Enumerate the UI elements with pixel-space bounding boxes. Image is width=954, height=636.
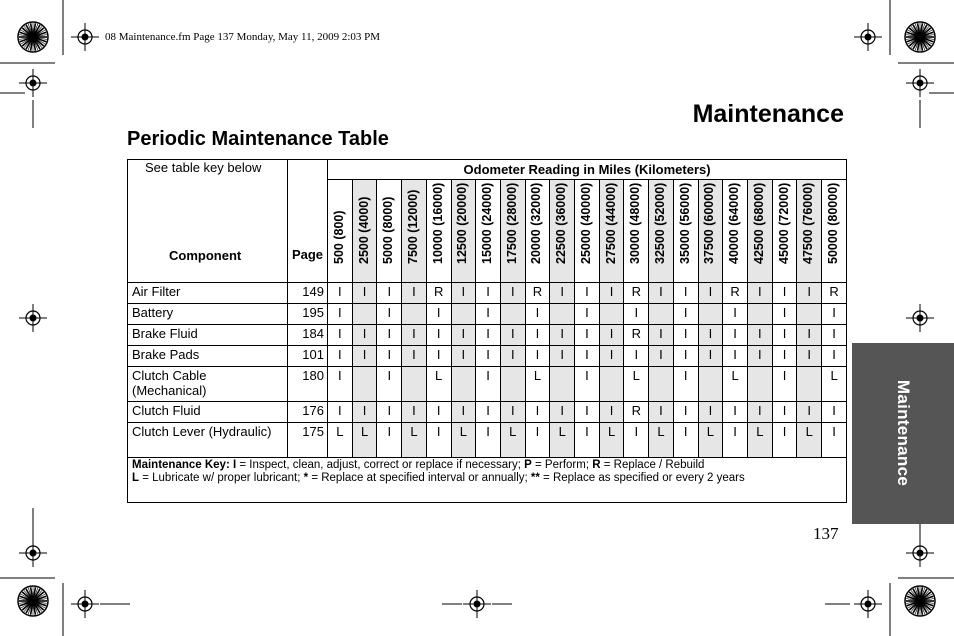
interval-label: 30000 (48000) bbox=[628, 182, 643, 264]
maintenance-value: I bbox=[698, 283, 723, 304]
maintenance-value: L bbox=[328, 423, 353, 458]
maintenance-value: I bbox=[673, 346, 698, 367]
maintenance-value: I bbox=[649, 402, 674, 423]
key-l-text: = Lubricate w/ proper lubricant; bbox=[139, 472, 304, 484]
maintenance-value bbox=[698, 304, 723, 325]
interval-header-cell bbox=[402, 180, 427, 283]
maintenance-value: I bbox=[451, 402, 476, 423]
maintenance-value: R bbox=[624, 325, 649, 346]
page-title: Maintenance bbox=[692, 100, 844, 128]
maintenance-value: I bbox=[500, 346, 525, 367]
interval-label: 7500 (12000) bbox=[405, 189, 420, 264]
component-page: 176 bbox=[288, 402, 328, 423]
maintenance-value: I bbox=[500, 402, 525, 423]
maintenance-value: I bbox=[402, 402, 427, 423]
maintenance-value: I bbox=[747, 325, 772, 346]
table-row bbox=[128, 304, 847, 325]
maintenance-value: I bbox=[772, 423, 797, 458]
maintenance-value: L bbox=[797, 423, 822, 458]
interval-header-cell bbox=[377, 180, 402, 283]
component-page: 195 bbox=[288, 304, 328, 325]
maintenance-value: I bbox=[352, 283, 377, 304]
maintenance-key bbox=[128, 458, 847, 503]
maintenance-value: I bbox=[377, 325, 402, 346]
maintenance-value: I bbox=[772, 346, 797, 367]
maintenance-value: I bbox=[328, 325, 353, 346]
maintenance-value: I bbox=[575, 367, 600, 402]
maintenance-value: I bbox=[575, 346, 600, 367]
maintenance-value: I bbox=[476, 367, 501, 402]
maintenance-value: I bbox=[377, 402, 402, 423]
maintenance-value: I bbox=[402, 325, 427, 346]
print-header-line: 08 Maintenance.fm Page 137 Monday, May 11, 2009 2:03 PM bbox=[105, 31, 381, 43]
maintenance-value: I bbox=[599, 346, 624, 367]
maintenance-value: I bbox=[328, 283, 353, 304]
maintenance-value bbox=[451, 304, 476, 325]
maintenance-value: I bbox=[426, 402, 451, 423]
interval-label: 17500 (28000) bbox=[504, 182, 519, 264]
maintenance-value: I bbox=[723, 402, 748, 423]
maintenance-value: L bbox=[822, 367, 847, 402]
registration-crosshair-icon bbox=[71, 590, 99, 618]
interval-label: 500 (800) bbox=[331, 210, 346, 264]
maintenance-value: I bbox=[698, 402, 723, 423]
maintenance-value: I bbox=[772, 402, 797, 423]
interval-header-cell bbox=[451, 180, 476, 283]
maintenance-value: I bbox=[723, 423, 748, 458]
maintenance-value: I bbox=[451, 346, 476, 367]
interval-header-cell bbox=[550, 180, 575, 283]
maintenance-value: I bbox=[377, 423, 402, 458]
interval-label: 32500 (52000) bbox=[652, 182, 667, 264]
maintenance-value: L bbox=[599, 423, 624, 458]
maintenance-value: I bbox=[328, 402, 353, 423]
interval-header-cell bbox=[500, 180, 525, 283]
maintenance-value bbox=[747, 367, 772, 402]
interval-header-cell bbox=[426, 180, 451, 283]
maintenance-value: R bbox=[426, 283, 451, 304]
table-row bbox=[128, 325, 847, 346]
maintenance-value bbox=[599, 367, 624, 402]
component-page: 149 bbox=[288, 283, 328, 304]
interval-header-cell bbox=[599, 180, 624, 283]
maintenance-value: I bbox=[673, 423, 698, 458]
maintenance-value: L bbox=[525, 367, 550, 402]
side-tab-label: Maintenance bbox=[894, 379, 913, 487]
maintenance-value: I bbox=[673, 283, 698, 304]
interval-header-cell bbox=[797, 180, 822, 283]
component-page: 180 bbox=[288, 367, 328, 402]
component-name: Battery bbox=[128, 304, 288, 325]
key-r-text: = Replace / Rebuild bbox=[600, 459, 705, 471]
maintenance-value: L bbox=[426, 367, 451, 402]
maintenance-value: I bbox=[550, 325, 575, 346]
interval-label: 45000 (72000) bbox=[776, 182, 791, 264]
component-name: Brake Pads bbox=[128, 346, 288, 367]
maintenance-value: I bbox=[624, 423, 649, 458]
maintenance-value: I bbox=[822, 325, 847, 346]
maintenance-value bbox=[352, 304, 377, 325]
interval-label: 20000 (32000) bbox=[529, 182, 544, 264]
maintenance-value: I bbox=[747, 402, 772, 423]
interval-header-cell bbox=[723, 180, 748, 283]
maintenance-value: I bbox=[772, 325, 797, 346]
side-tab bbox=[852, 343, 954, 524]
maintenance-value: I bbox=[698, 325, 723, 346]
maintenance-value: I bbox=[649, 325, 674, 346]
maintenance-table bbox=[127, 159, 847, 503]
maintenance-value bbox=[797, 367, 822, 402]
interval-header-cell bbox=[772, 180, 797, 283]
maintenance-value: I bbox=[797, 325, 822, 346]
maintenance-value: I bbox=[624, 346, 649, 367]
maintenance-value: I bbox=[377, 283, 402, 304]
key-p-text: = Perform; bbox=[531, 459, 593, 471]
component-name: Clutch Fluid bbox=[128, 402, 288, 423]
interval-label: 40000 (64000) bbox=[727, 182, 742, 264]
maintenance-value: L bbox=[723, 367, 748, 402]
maintenance-value: I bbox=[599, 283, 624, 304]
interval-header-cell bbox=[575, 180, 600, 283]
maintenance-value: I bbox=[500, 283, 525, 304]
component-header-cell bbox=[128, 160, 288, 283]
registration-star-icon bbox=[905, 22, 935, 52]
key-r-symbol: R bbox=[592, 459, 601, 471]
maintenance-value bbox=[451, 367, 476, 402]
key-star-symbol: * bbox=[303, 472, 309, 484]
maintenance-value: I bbox=[550, 402, 575, 423]
interval-header-cell bbox=[673, 180, 698, 283]
maintenance-value: R bbox=[723, 283, 748, 304]
maintenance-value: I bbox=[476, 423, 501, 458]
interval-label: 5000 (8000) bbox=[381, 196, 396, 264]
page-header: Page bbox=[288, 160, 328, 283]
interval-label: 35000 (56000) bbox=[677, 182, 692, 264]
component-name: Clutch Lever (Hydraulic) bbox=[128, 423, 288, 458]
interval-header-cell bbox=[822, 180, 847, 283]
registration-star-icon bbox=[18, 586, 48, 616]
maintenance-value: I bbox=[426, 304, 451, 325]
maintenance-value: L bbox=[698, 423, 723, 458]
registration-crosshair-icon bbox=[906, 304, 934, 332]
registration-crosshair-icon bbox=[854, 23, 882, 51]
interval-label: 27500 (44000) bbox=[603, 182, 618, 264]
maintenance-value: L bbox=[451, 423, 476, 458]
table-row bbox=[128, 346, 847, 367]
key-star-text: = Replace at specified interval or annually; bbox=[308, 472, 531, 484]
component-page: 184 bbox=[288, 325, 328, 346]
key-label: Maintenance Key: bbox=[132, 459, 230, 471]
interval-header-cell bbox=[352, 180, 377, 283]
maintenance-value: L bbox=[352, 423, 377, 458]
maintenance-value: I bbox=[797, 402, 822, 423]
table-row bbox=[128, 367, 847, 402]
maintenance-value: I bbox=[352, 325, 377, 346]
maintenance-value: I bbox=[599, 402, 624, 423]
maintenance-value bbox=[747, 304, 772, 325]
maintenance-value: I bbox=[426, 423, 451, 458]
maintenance-value: L bbox=[747, 423, 772, 458]
interval-header-cell bbox=[476, 180, 501, 283]
component-page: 101 bbox=[288, 346, 328, 367]
maintenance-value: I bbox=[525, 304, 550, 325]
maintenance-value: I bbox=[525, 325, 550, 346]
maintenance-value: I bbox=[772, 283, 797, 304]
maintenance-value: I bbox=[352, 402, 377, 423]
key-l-symbol: L bbox=[132, 472, 140, 484]
registration-star-icon bbox=[18, 22, 48, 52]
interval-label: 42500 (68000) bbox=[751, 182, 766, 264]
maintenance-value: R bbox=[525, 283, 550, 304]
maintenance-value: L bbox=[649, 423, 674, 458]
maintenance-value: I bbox=[649, 346, 674, 367]
maintenance-value: I bbox=[822, 346, 847, 367]
registration-star-icon bbox=[905, 586, 935, 616]
maintenance-value bbox=[599, 304, 624, 325]
maintenance-value: I bbox=[822, 423, 847, 458]
maintenance-value: I bbox=[649, 283, 674, 304]
maintenance-value bbox=[500, 304, 525, 325]
maintenance-value: I bbox=[451, 283, 476, 304]
maintenance-value: I bbox=[426, 325, 451, 346]
maintenance-value bbox=[500, 367, 525, 402]
maintenance-value: I bbox=[723, 325, 748, 346]
registration-crosshair-icon bbox=[906, 539, 934, 567]
maintenance-value bbox=[550, 304, 575, 325]
maintenance-value: I bbox=[723, 346, 748, 367]
maintenance-value: I bbox=[673, 402, 698, 423]
maintenance-value: I bbox=[500, 325, 525, 346]
maintenance-value: I bbox=[575, 423, 600, 458]
maintenance-value: R bbox=[624, 402, 649, 423]
maintenance-value: I bbox=[772, 367, 797, 402]
maintenance-value: I bbox=[822, 304, 847, 325]
maintenance-value: I bbox=[550, 346, 575, 367]
maintenance-value bbox=[797, 304, 822, 325]
interval-header-cell bbox=[624, 180, 649, 283]
maintenance-value: I bbox=[698, 346, 723, 367]
registration-crosshair-icon bbox=[854, 590, 882, 618]
registration-crosshair-icon bbox=[71, 23, 99, 51]
maintenance-value: I bbox=[525, 423, 550, 458]
key-i-text: = Inspect, clean, adjust, correct or replace if necessary; bbox=[236, 459, 525, 471]
interval-header-cell bbox=[747, 180, 772, 283]
maintenance-value: I bbox=[377, 367, 402, 402]
interval-label: 25000 (40000) bbox=[578, 182, 593, 264]
registration-crosshair-icon bbox=[19, 539, 47, 567]
maintenance-value: I bbox=[476, 346, 501, 367]
component-page: 175 bbox=[288, 423, 328, 458]
maintenance-value: I bbox=[426, 346, 451, 367]
maintenance-value: I bbox=[723, 304, 748, 325]
maintenance-value: I bbox=[599, 325, 624, 346]
maintenance-value: I bbox=[575, 402, 600, 423]
maintenance-value bbox=[402, 304, 427, 325]
maintenance-value: I bbox=[624, 304, 649, 325]
see-key-note: See table key below bbox=[145, 160, 262, 175]
maintenance-value: I bbox=[476, 283, 501, 304]
maintenance-value: I bbox=[797, 283, 822, 304]
maintenance-value: L bbox=[402, 423, 427, 458]
maintenance-value: I bbox=[822, 402, 847, 423]
table-row bbox=[128, 283, 847, 304]
maintenance-value: I bbox=[402, 346, 427, 367]
maintenance-value: L bbox=[624, 367, 649, 402]
maintenance-value: I bbox=[673, 304, 698, 325]
maintenance-value: R bbox=[624, 283, 649, 304]
maintenance-value: I bbox=[476, 325, 501, 346]
maintenance-value: I bbox=[797, 346, 822, 367]
registration-crosshair-icon bbox=[19, 304, 47, 332]
component-header: Component bbox=[169, 248, 242, 263]
maintenance-value: I bbox=[673, 367, 698, 402]
maintenance-value: I bbox=[575, 283, 600, 304]
interval-label: 15000 (24000) bbox=[480, 182, 495, 264]
maintenance-value: I bbox=[377, 304, 402, 325]
maintenance-value bbox=[550, 367, 575, 402]
maintenance-value: L bbox=[550, 423, 575, 458]
interval-label: 37500 (60000) bbox=[702, 182, 717, 264]
maintenance-value: I bbox=[525, 346, 550, 367]
maintenance-value: I bbox=[772, 304, 797, 325]
maintenance-value: I bbox=[451, 325, 476, 346]
page-number: 137 bbox=[813, 524, 839, 543]
odometer-header: Odometer Reading in Miles (Kilometers) bbox=[328, 160, 847, 180]
maintenance-value: I bbox=[328, 304, 353, 325]
key-p-symbol: P bbox=[524, 459, 532, 471]
interval-label: 2500 (4000) bbox=[356, 196, 371, 264]
maintenance-value bbox=[649, 304, 674, 325]
key-dstar-symbol: ** bbox=[530, 472, 540, 484]
table-row bbox=[128, 423, 847, 458]
interval-label: 47500 (76000) bbox=[801, 182, 816, 264]
interval-label: 22500 (36000) bbox=[554, 182, 569, 264]
maintenance-value bbox=[698, 367, 723, 402]
maintenance-value: I bbox=[747, 283, 772, 304]
maintenance-value: L bbox=[500, 423, 525, 458]
maintenance-value: I bbox=[476, 304, 501, 325]
maintenance-value: I bbox=[352, 346, 377, 367]
interval-label: 50000 (80000) bbox=[826, 182, 841, 264]
interval-header-cell bbox=[698, 180, 723, 283]
maintenance-value bbox=[402, 367, 427, 402]
maintenance-value: I bbox=[476, 402, 501, 423]
interval-label: 12500 (20000) bbox=[455, 182, 470, 264]
interval-header-cell bbox=[649, 180, 674, 283]
maintenance-value: I bbox=[525, 402, 550, 423]
key-i-symbol: I bbox=[232, 459, 237, 471]
maintenance-value: I bbox=[328, 346, 353, 367]
maintenance-value: I bbox=[747, 346, 772, 367]
key-dstar-text: = Replace as specified or every 2 years bbox=[539, 472, 745, 484]
maintenance-value: R bbox=[822, 283, 847, 304]
maintenance-value: I bbox=[575, 325, 600, 346]
maintenance-value: I bbox=[377, 346, 402, 367]
maintenance-value: I bbox=[575, 304, 600, 325]
maintenance-value: I bbox=[328, 367, 353, 402]
maintenance-value bbox=[649, 367, 674, 402]
interval-header-cell bbox=[525, 180, 550, 283]
component-name: Air Filter bbox=[128, 283, 288, 304]
table-row bbox=[128, 402, 847, 423]
interval-header-cell bbox=[328, 180, 353, 283]
maintenance-value: I bbox=[673, 325, 698, 346]
component-name: Clutch Cable (Mechanical) bbox=[128, 367, 288, 402]
interval-label: 10000 (16000) bbox=[430, 182, 445, 264]
maintenance-value: I bbox=[402, 283, 427, 304]
component-name: Brake Fluid bbox=[128, 325, 288, 346]
maintenance-value: I bbox=[550, 283, 575, 304]
registration-crosshair-icon bbox=[463, 590, 491, 618]
section-subtitle: Periodic Maintenance Table bbox=[127, 128, 389, 150]
maintenance-value bbox=[352, 367, 377, 402]
